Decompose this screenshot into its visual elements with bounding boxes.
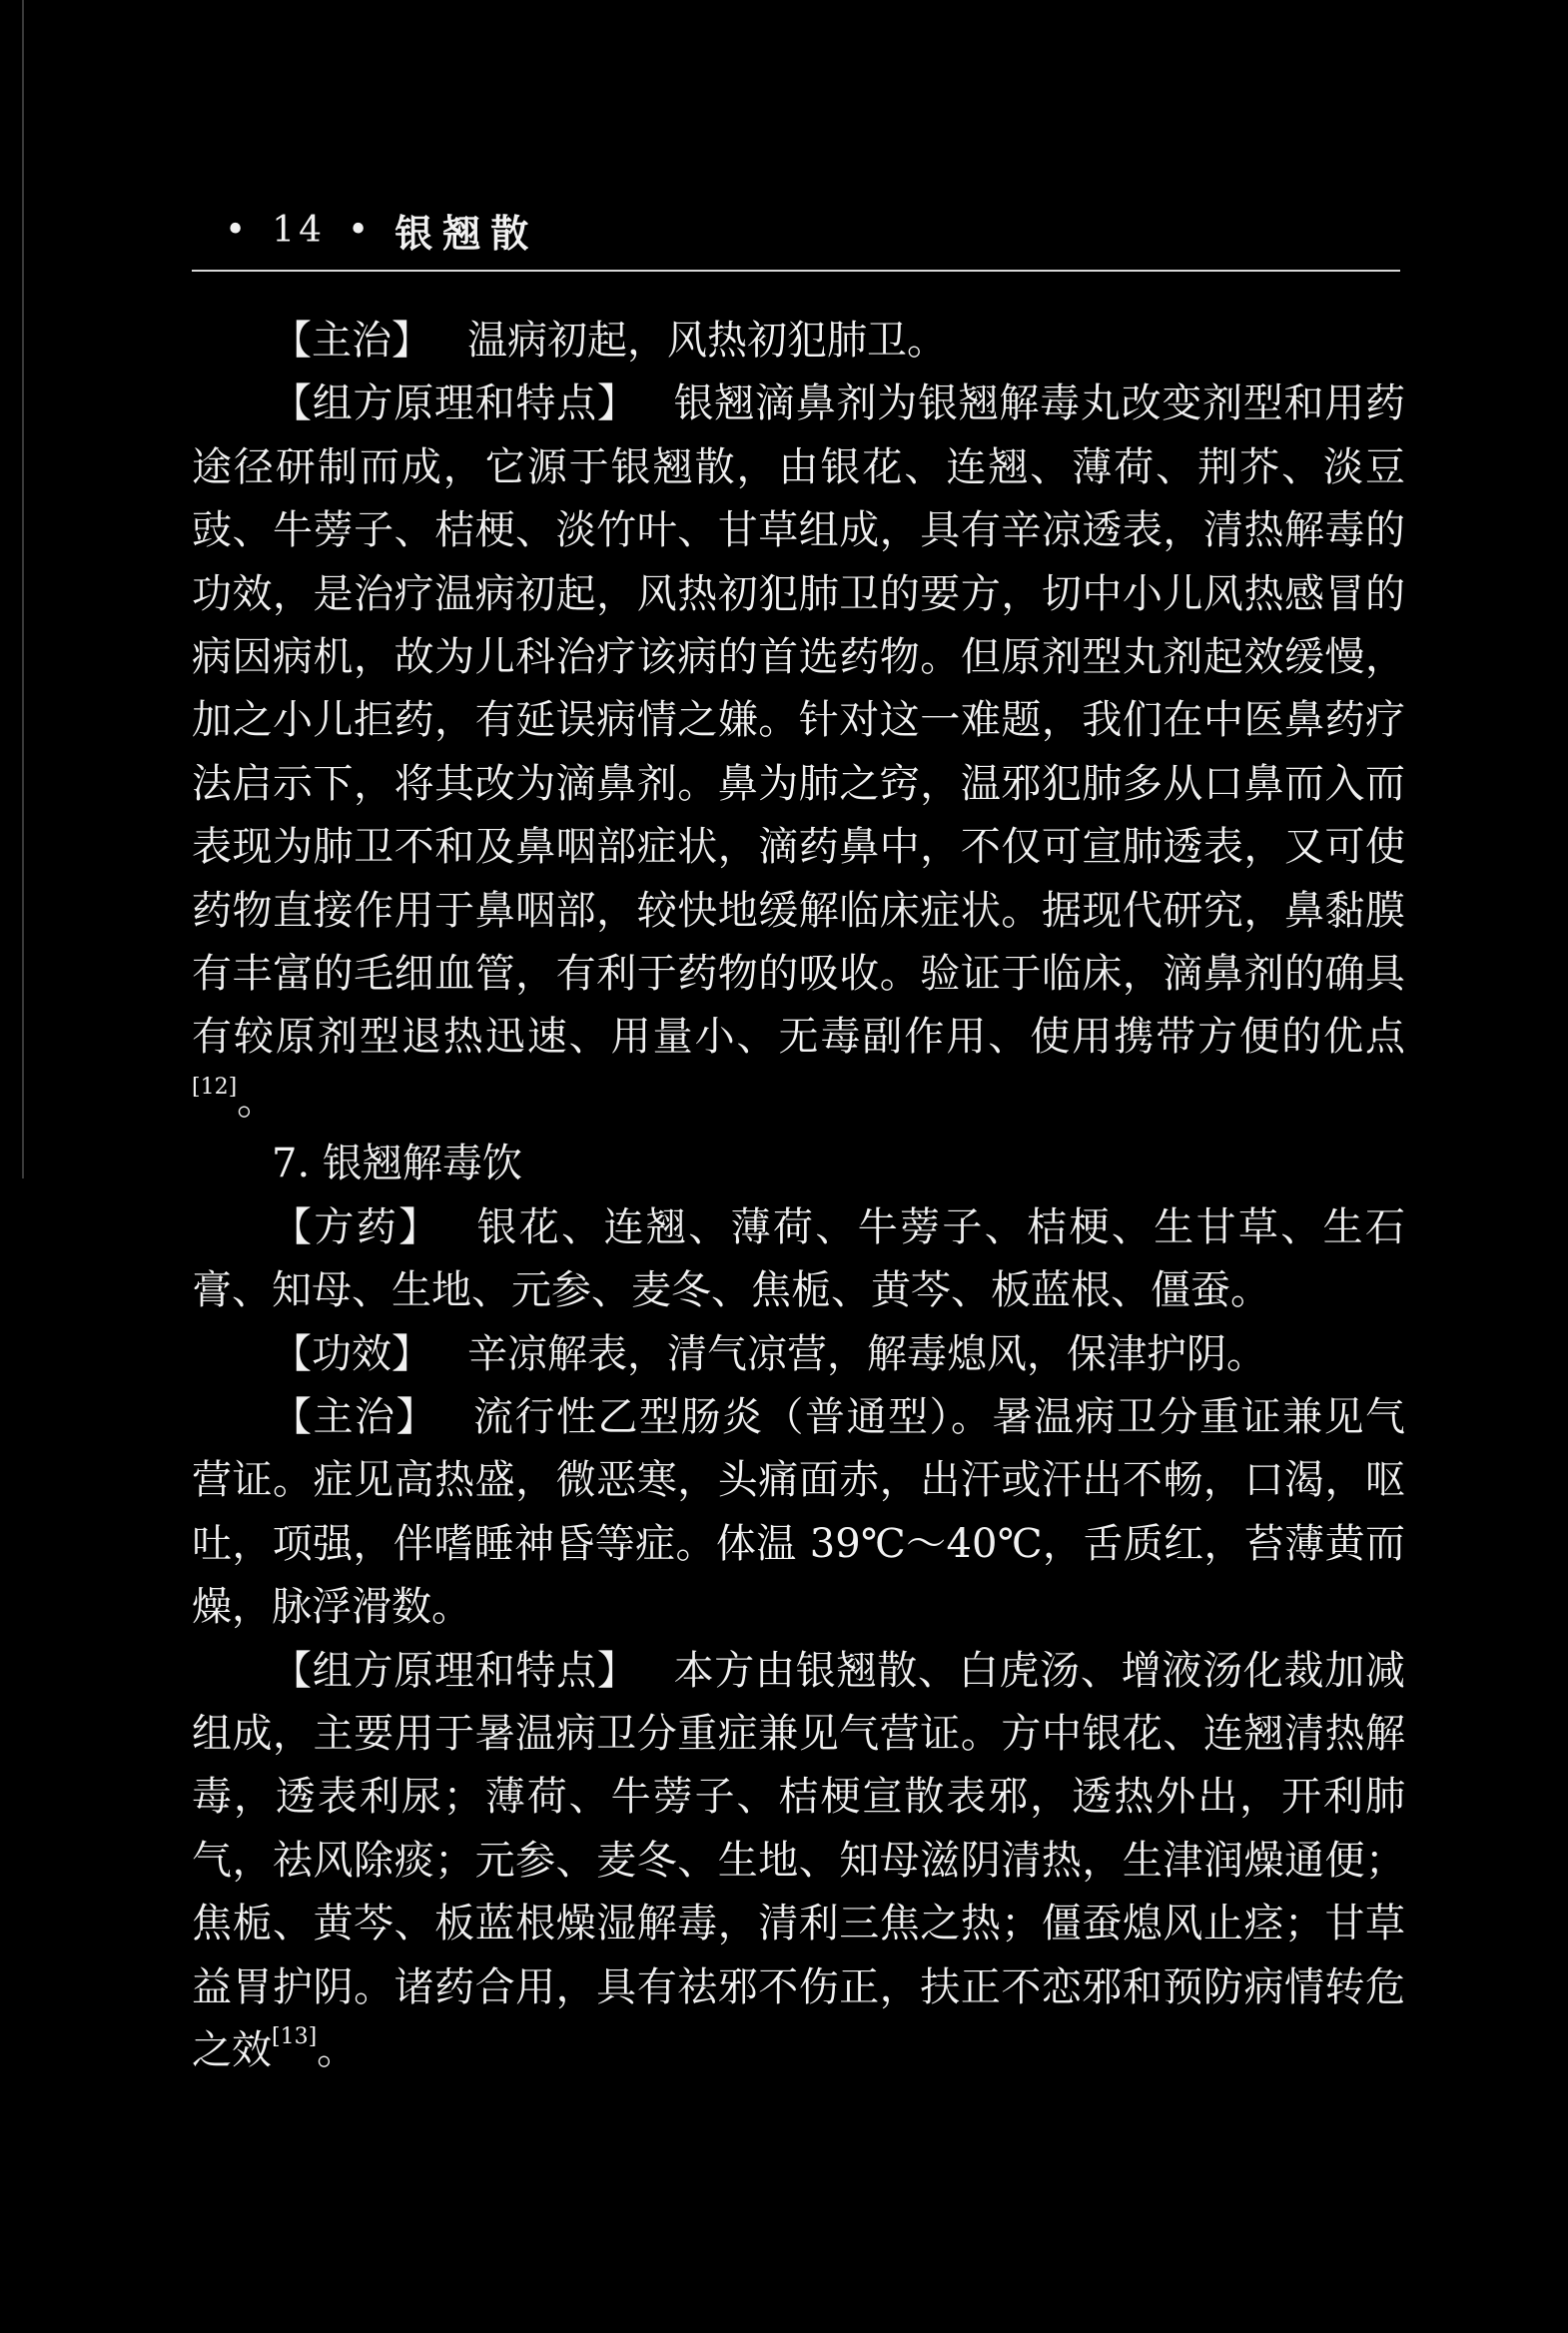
paragraph-text: 辛凉解表，清气凉营，解毒熄风，保津护阴。 [467, 1330, 1266, 1377]
page-edge-shadow [22, 0, 24, 1178]
section-label: 【组方原理和特点】 [272, 381, 638, 427]
reference-marker: [12] [192, 1075, 238, 1101]
section-label: 【组方原理和特点】 [272, 1647, 638, 1694]
paragraph-text: 银花、连翘、薄荷、牛蒡子、桔梗、生甘草、生石膏、知母、生地、元参、麦冬、焦栀、黄芩、板蓝根、僵蚕。 [192, 1203, 1406, 1314]
paragraph-text: 温病初起，风热初犯肺卫。 [467, 318, 947, 364]
paragraph-text: 银翘滴鼻剂为银翘解毒丸改变剂型和用药途径研制而成，它源于银翘散，由银花、连翘、薄荷、荆芥、淡豆豉、牛蒡子、桔梗、淡竹叶、甘草组成，具有辛凉透表，清热解毒的功效，是治疗温病初起，风热初犯肺卫的要方，切中小儿风热感冒的病因病机，故为儿科治疗该病的首选药物。但原剂型丸剂起效缓慢，加之小儿拒药，有延误病情之嫌。针对这一难题，我们在中医鼻药疗法启示下，将其改为滴鼻剂。鼻为肺之窍，温邪犯肺多从口鼻而入而表现为肺卫不和及鼻咽部症状，滴药鼻中，不仅可宣肺透表，又可使药物直接作用于鼻咽部，较快地缓解临床症状。据现代研究，鼻黏膜有丰富的毛细血管，有利于药物的吸收。验证于临床，滴鼻剂的确具有较原剂型退热迅速、用量小、无毒副作用、使用携带方便的优点 [192, 381, 1406, 1061]
book-title: 银翘散 [394, 211, 539, 256]
paragraph-prescription [192, 1196, 1405, 1323]
header-rule [192, 270, 1400, 272]
running-header [225, 203, 538, 258]
heading-text: 7. 银翘解毒饮 [272, 1141, 522, 1187]
paragraph-tail: 。 [237, 1077, 278, 1124]
paragraph-text: 本方由银翘散、白虎汤、增液汤化裁加减组成，主要用于暑温病卫分重症兼见气营证。方中银花、连翘清热解毒，透表利尿；薄荷、牛蒡子、桔梗宣散表邪，透热外出，开利肺气，祛风除痰；元参、麦冬、生地、知母滋阴清热，生津润燥通便；焦栀、黄芩、板蓝根燥湿解毒，清利三焦之热；僵蚕熄风止痉；甘草益胃护阴。诸药合用，具有祛邪不伤正，扶正不恋邪和预防病情转危之效 [192, 1647, 1406, 2073]
header-bullet-left: • [225, 210, 251, 251]
section-label: 【主治】 [272, 318, 431, 364]
section-label: 【方药】 [272, 1203, 441, 1250]
paragraph-formula-principle [192, 373, 1405, 1133]
section-label: 【主治】 [272, 1393, 437, 1440]
paragraph-tail: 。 [317, 2026, 358, 2073]
page-number: 14 [272, 210, 327, 251]
page-body [192, 310, 1405, 2082]
paragraph-efficacy [192, 1323, 1405, 1386]
subsection-heading [192, 1133, 1405, 1195]
header-bullet-right: • [348, 210, 374, 251]
paragraph-text: 流行性乙型肠炎（普通型）。暑温病卫分重证兼见气营证。症见高热盛，微恶寒，头痛面赤，出汗或汗出不畅，口渴，呕吐，项强，伴嗜睡神昏等症。体温 39℃～40℃，舌质红，苔薄黄而燥，脉浮滑数。 [192, 1393, 1405, 1631]
reference-marker: [13] [272, 2024, 318, 2050]
paragraph-indications [192, 310, 1405, 373]
paragraph-indications-2 [192, 1386, 1405, 1640]
paragraph-formula-principle-2 [192, 1640, 1405, 2083]
section-label: 【功效】 [272, 1330, 431, 1377]
